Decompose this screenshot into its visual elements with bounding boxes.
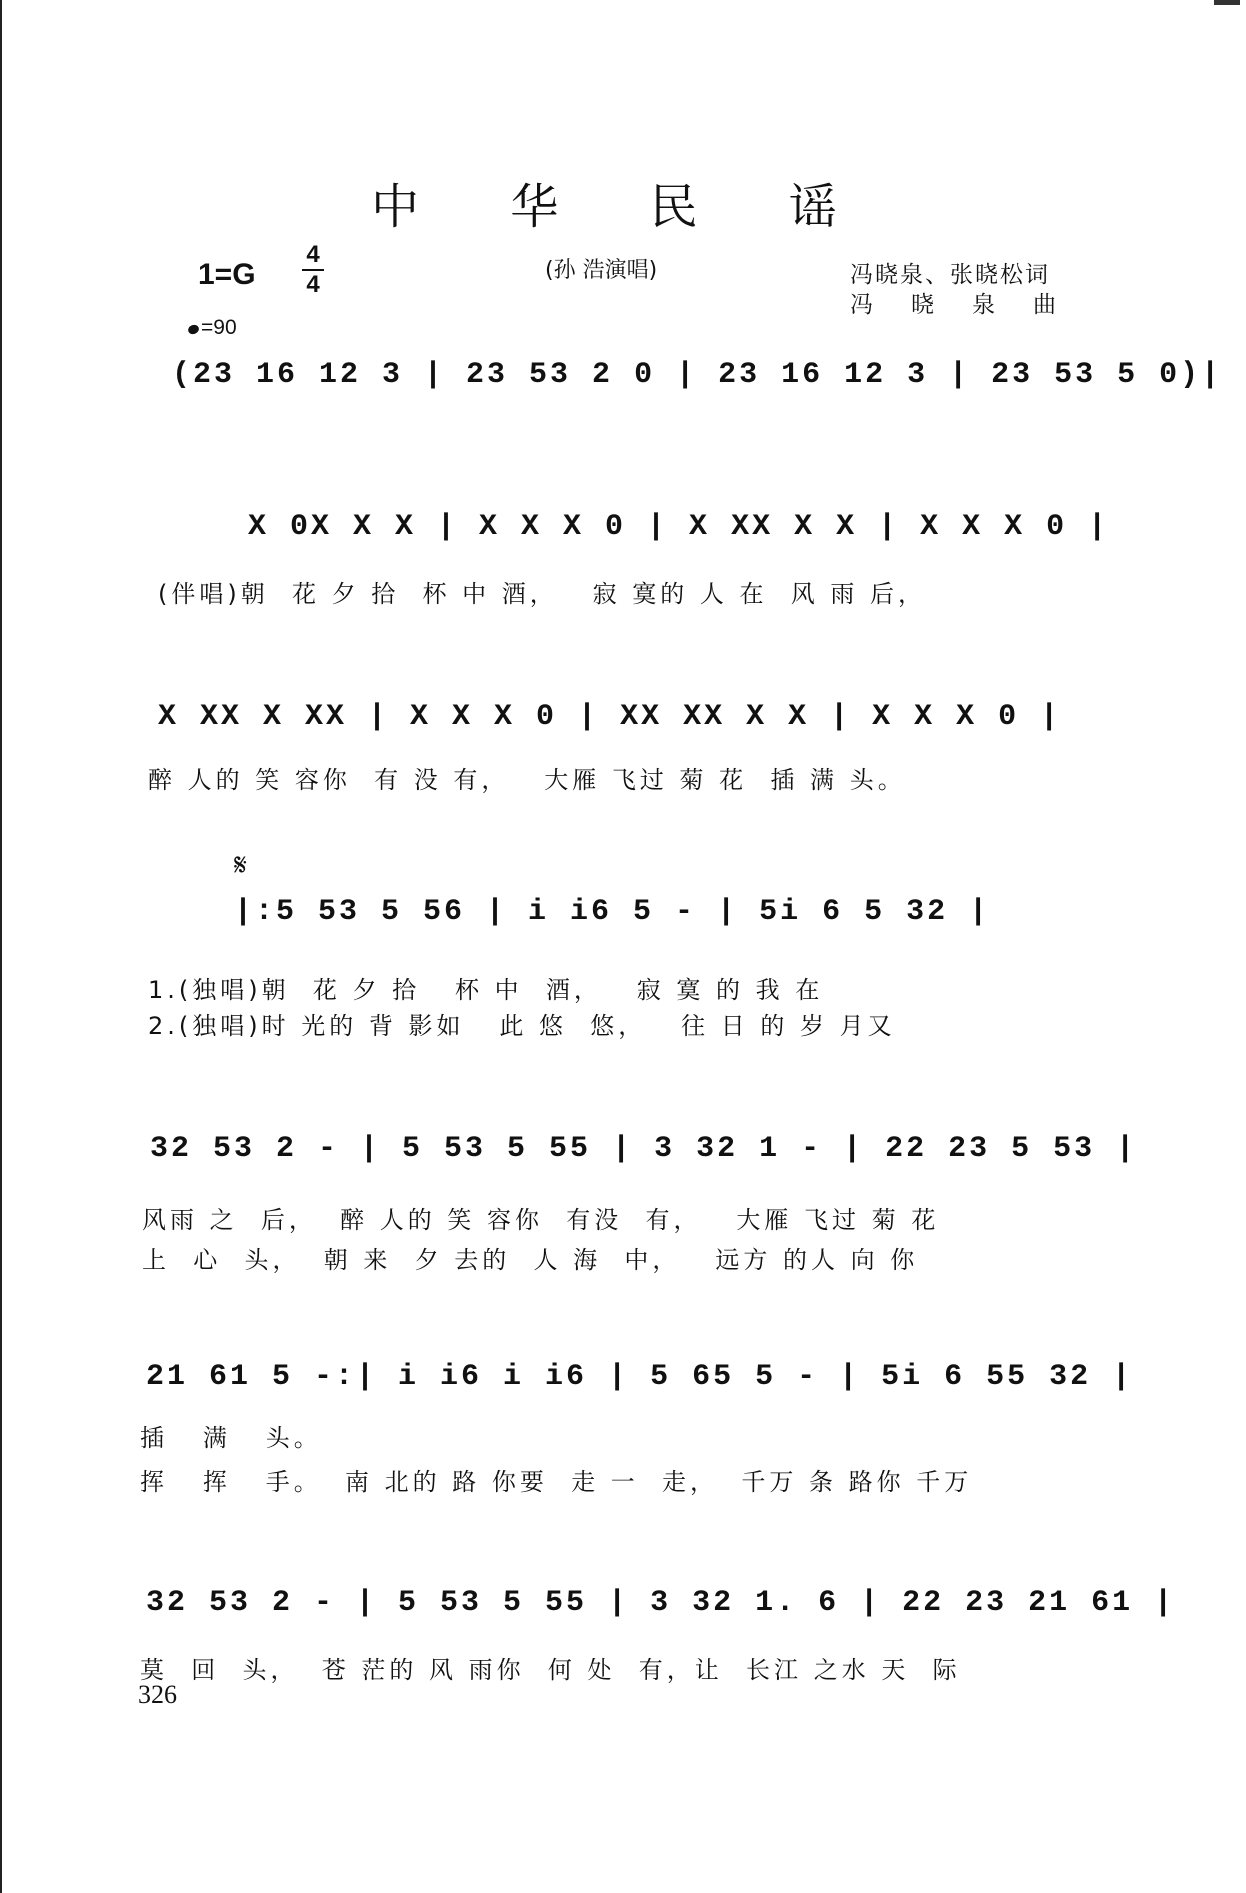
page-border	[0, 0, 2, 1893]
notation-line: |:5 53 5 56 | i i6 5 - | 5i 6 5 32 |	[234, 895, 991, 929]
lyric-line: 风雨 之 后， 醉 人的 笑 容你 有没 有， 大雁 飞过 菊 花	[142, 1206, 940, 1234]
tempo-marking	[188, 316, 237, 340]
notation-line: X 0X X X | X X X 0 | X XX X X | X X X 0 |	[248, 510, 1110, 544]
lyric-line: 莫 回 头， 苍 茫的 风 雨你 何 处 有，让 长江 之水 天 际	[140, 1656, 961, 1684]
time-signature-top: 4	[306, 241, 320, 268]
key-signature: 1=G	[198, 258, 256, 291]
segno-icon: 𝄋	[234, 848, 247, 883]
page-number: 326	[138, 1680, 177, 1709]
notation-line: 32 53 2 - | 5 53 5 55 | 3 32 1 - | 22 23 5 53 |	[150, 1132, 1138, 1166]
lyric-line: 上 心 头， 朝 来 夕 去的 人 海 中， 远方 的人 向 你	[142, 1246, 919, 1274]
lyric-line: 插 满 头。	[140, 1424, 322, 1452]
tempo-value: =90	[201, 316, 237, 339]
time-signature	[302, 242, 324, 298]
quarter-note-icon	[187, 323, 200, 335]
lyricist-credit: 冯晓泉、张晓松词	[850, 262, 1050, 288]
lyric-line: (伴唱)朝 花 夕 拾 杯 中 酒， 寂 寞的 人 在 风 雨 后，	[158, 580, 927, 608]
notation-line: 32 53 2 - | 5 53 5 55 | 3 32 1. 6 | 22 23 21 61 |	[146, 1586, 1176, 1620]
lyric-line: 挥 挥 手。 南 北的 路 你要 走 一 走， 千万 条 路你 千万	[140, 1468, 973, 1496]
singer-credit: (孙 浩演唱)	[545, 258, 658, 283]
song-title: 中 华 民 谣	[371, 179, 875, 235]
notation-line: 21 61 5 -:| i i6 i i6 | 5 65 5 - | 5i 6 55 32 |	[146, 1360, 1134, 1394]
notation-line: X XX X XX | X X X 0 | XX XX X X | X X X 0 |	[158, 700, 1062, 734]
time-signature-bottom: 4	[306, 271, 320, 298]
composer-credit: 冯晓泉曲	[850, 292, 1094, 318]
lyric-line: 醉 人的 笑 容你 有 没 有， 大雁 飞过 菊 花 插 满 头。	[148, 766, 906, 794]
lyric-line: 1.(独唱)朝 花 夕 拾 杯 中 酒， 寂 寞 的 我 在	[148, 976, 824, 1004]
lyric-line: 2.(独唱)时 光的 背 影如 此 悠 悠， 往 日 的 岁 月又	[148, 1012, 896, 1040]
corner-mark	[1214, 0, 1240, 5]
notation-line: (23 16 12 3 | 23 53 2 0 | 23 16 12 3 | 23 53 5 0)|	[172, 358, 1223, 392]
